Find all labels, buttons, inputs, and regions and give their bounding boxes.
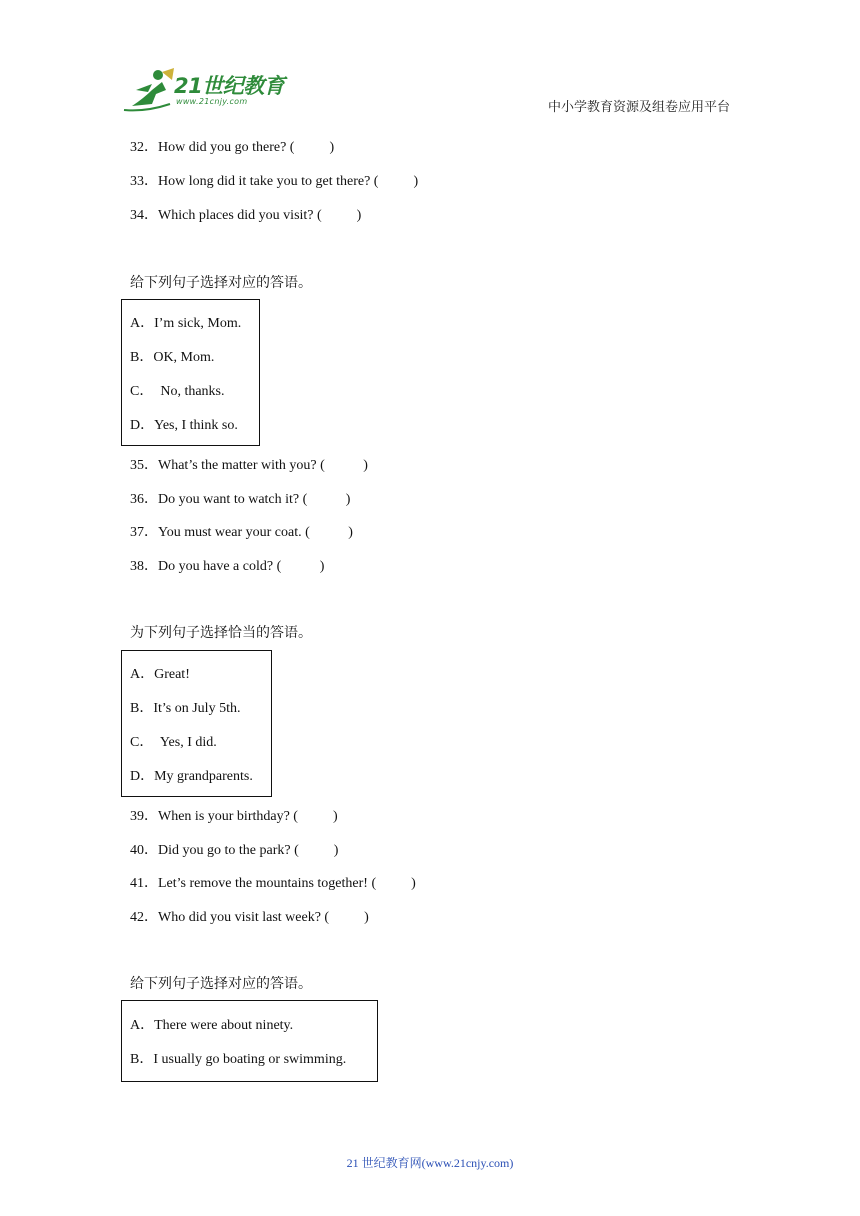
site-logo [122,68,292,114]
footer-link[interactable]: 21 世纪教育网(www.21cnjy.com) [346,1156,514,1170]
logo-url: www.21cnjy.com [176,97,248,106]
option-b: B．OK, Mom. [130,350,215,365]
answer-options-box [121,650,272,797]
option-c: C． Yes, I did. [130,735,217,750]
answer-options-box [121,299,260,446]
answer-options-box [121,1000,378,1082]
question-34: 34．Which places did you visit? ( ) [130,208,362,223]
section-heading: 为下列句子选择恰当的答语。 [130,625,312,641]
option-a: A．Great! [130,667,190,682]
option-d: D．My grandparents. [130,769,253,784]
question-37: 37．You must wear your coat. ( ) [130,525,353,540]
section-heading: 给下列句子选择对应的答语。 [130,976,312,992]
runner-icon [122,68,174,114]
option-b: B．It’s on July 5th. [130,701,241,716]
section-heading: 给下列句子选择对应的答语。 [130,275,312,291]
question-33: 33．How long did it take you to get there? ( ) [130,174,419,189]
question-40: 40．Did you go to the park? ( ) [130,843,339,858]
option-a: A．I’m sick, Mom. [130,316,242,331]
platform-label: 中小学教育资源及组卷应用平台 [547,100,730,115]
question-41: 41．Let’s remove the mountains together! ( ) [130,876,416,891]
question-39: 39．When is your birthday? ( ) [130,809,338,824]
question-35: 35．What’s the matter with you? ( ) [130,458,368,473]
option-b: B．I usually go boating or swimming. [130,1052,347,1067]
logo-text: 21世纪教育 [174,74,285,98]
question-32: 32．How did you go there? ( ) [130,140,335,155]
question-36: 36．Do you want to watch it? ( ) [130,492,351,507]
option-a: A．There were about ninety. [130,1018,294,1033]
option-d: D．Yes, I think so. [130,418,238,433]
option-c: C． No, thanks. [130,384,225,399]
question-42: 42．Who did you visit last week? ( ) [130,910,369,925]
question-38: 38．Do you have a cold? ( ) [130,559,325,574]
